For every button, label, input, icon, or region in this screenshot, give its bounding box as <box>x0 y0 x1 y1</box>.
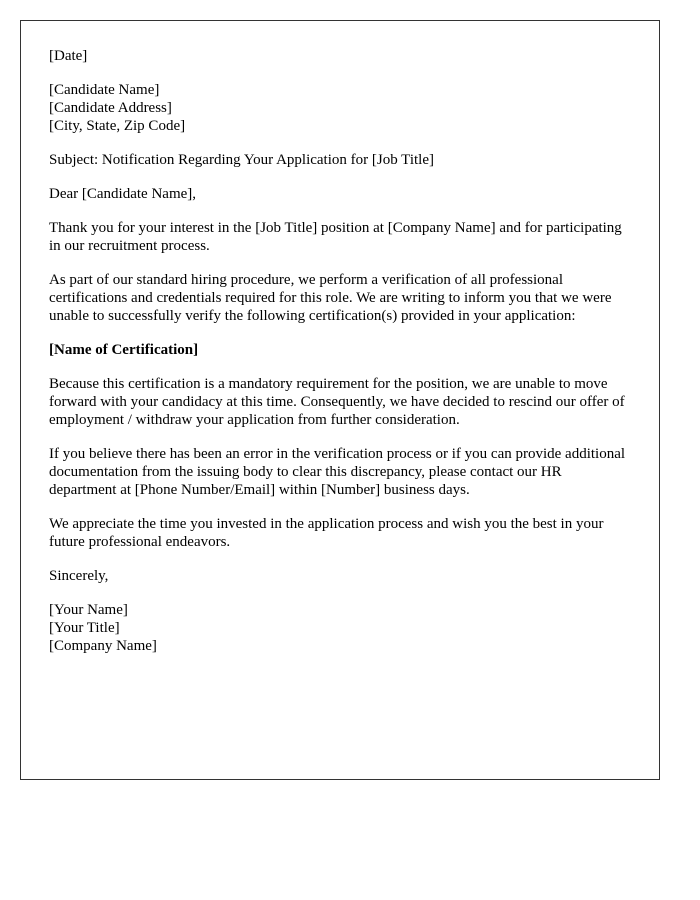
paragraph-decision: Because this certification is a mandatory requirement for the position, we are unable to move forward with your candidacy at this time. Consequently, we have decided to rescind our offer of employment / withdraw your application from further consideration. <box>49 376 625 428</box>
letter-page <box>20 20 660 780</box>
paragraph-appreciation: We appreciate the time you invested in the application process and wish you the best in your future professional endeavors. <box>49 516 604 550</box>
recipient-city: [City, State, Zip Code] <box>49 118 186 134</box>
paragraph-contact: If you believe there has been an error in the verification process or if you can provide additional documentation from the issuing body to clear this discrepancy, please contact our HR department at [Phone Number/Email] within [Number] business days. <box>49 446 626 498</box>
recipient-name: [Candidate Name] <box>49 82 160 98</box>
paragraph-verification: As part of our standard hiring procedure, we perform a verification of all professional certifications and credentials required for this role. We are writing to inform you that we were unable to successfully verify the following certification(s) provided in your application: <box>49 272 612 324</box>
letter-subject: Subject: Notification Regarding Your Application for [Job Title] <box>49 152 434 168</box>
letter-closing: Sincerely, <box>49 568 109 584</box>
letter-date: [Date] <box>49 48 88 64</box>
paragraph-thanks: Thank you for your interest in the [Job Title] position at [Company Name] and for participating in our recruitment process. <box>49 220 622 254</box>
signature-name: [Your Name] <box>49 602 128 618</box>
signature-title: [Your Title] <box>49 620 120 636</box>
recipient-street: [Candidate Address] <box>49 100 172 116</box>
certification-name: [Name of Certification] <box>49 342 199 358</box>
recipient-address <box>49 81 631 135</box>
signature-block <box>49 601 631 655</box>
signature-company: [Company Name] <box>49 638 157 654</box>
letter-salutation: Dear [Candidate Name], <box>49 186 197 202</box>
